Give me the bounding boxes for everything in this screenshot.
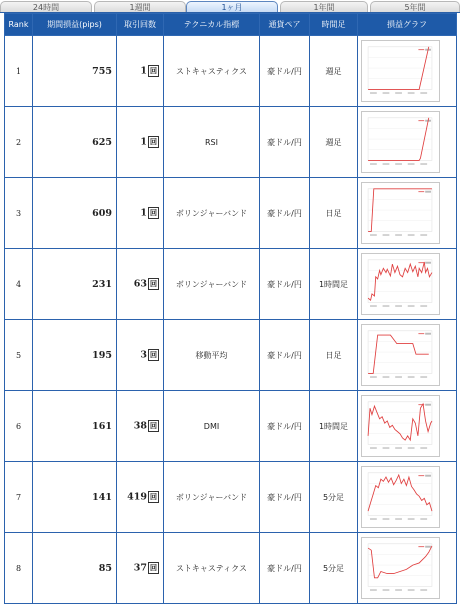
profit-graph[interactable]	[361, 111, 440, 173]
profit-graph[interactable]	[361, 537, 440, 599]
graph-x-tick	[420, 234, 427, 235]
trades-unit: 回	[150, 280, 157, 288]
trades-cell	[117, 249, 164, 320]
trades-count: 3	[140, 349, 147, 361]
graph-x-tick	[383, 447, 390, 448]
timeframe-cell: 日足	[310, 320, 358, 391]
timeframe-cell: 週足	[310, 107, 358, 178]
table-row[interactable]	[5, 36, 457, 107]
trades-count: 37	[133, 562, 147, 574]
trades-cell	[117, 178, 164, 249]
trades-cell	[117, 36, 164, 107]
profit-graph[interactable]	[361, 466, 440, 528]
trades-unit: 回	[150, 67, 157, 75]
graph-x-tick	[420, 305, 427, 306]
graph-line	[368, 404, 432, 440]
trades-unit: 回	[150, 422, 157, 430]
table-row[interactable]	[5, 533, 457, 604]
indicator-cell[interactable]: 移動平均	[164, 320, 260, 391]
graph-x-tick	[408, 447, 415, 448]
pair-cell: 豪ドル/円	[260, 533, 310, 604]
graph-x-tick	[420, 92, 427, 93]
graph-x-tick	[383, 376, 390, 377]
tab-1year[interactable]: 1年間	[280, 1, 368, 12]
pips-cell: 161	[33, 391, 117, 462]
rank-cell: 1	[5, 36, 33, 107]
indicator-cell[interactable]: DMI	[164, 391, 260, 462]
table-row[interactable]	[5, 107, 457, 178]
trades-count: 1	[140, 136, 147, 148]
graph-legend-label	[425, 404, 431, 406]
trades-count: 63	[133, 278, 147, 290]
graph-x-tick	[408, 163, 415, 164]
graph-x-tick	[370, 447, 377, 448]
graph-x-tick	[420, 589, 427, 590]
graph-x-tick	[395, 305, 402, 306]
pair-cell: 豪ドル/円	[260, 320, 310, 391]
indicator-cell[interactable]: ボリンジャーバンド	[164, 178, 260, 249]
graph-x-tick	[420, 518, 427, 519]
graph-x-tick	[370, 589, 377, 590]
col-header-indicator[interactable]: テクニカル指標	[164, 14, 260, 36]
rank-cell: 4	[5, 249, 33, 320]
col-header-timeframe[interactable]: 時間足	[310, 14, 358, 36]
tab-1month[interactable]: 1ヶ月	[186, 1, 278, 12]
timeframe-cell: 5分足	[310, 533, 358, 604]
rank-cell: 3	[5, 178, 33, 249]
pair-cell: 豪ドル/円	[260, 249, 310, 320]
graph-x-tick	[408, 305, 415, 306]
profit-graph[interactable]	[361, 324, 440, 386]
profit-graph[interactable]	[361, 395, 440, 457]
trades-count: 1	[140, 65, 147, 77]
profit-graph[interactable]	[361, 40, 440, 102]
trades-cell	[117, 462, 164, 533]
timeframe-cell: 日足	[310, 178, 358, 249]
pips-cell: 231	[33, 249, 117, 320]
rank-cell: 5	[5, 320, 33, 391]
col-header-rank[interactable]: Rank	[5, 14, 33, 36]
graph-line	[368, 475, 432, 511]
pips-cell: 625	[33, 107, 117, 178]
graph-x-tick	[395, 518, 402, 519]
col-header-pair[interactable]: 通貨ペア	[260, 14, 310, 36]
graph-cell[interactable]	[358, 391, 457, 462]
table-row[interactable]	[5, 391, 457, 462]
graph-x-tick	[420, 447, 427, 448]
trades-count: 1	[140, 207, 147, 219]
graph-legend-label	[425, 262, 431, 264]
graph-x-tick	[420, 163, 427, 164]
graph-cell[interactable]	[358, 320, 457, 391]
graph-x-tick	[395, 92, 402, 93]
rank-cell: 7	[5, 462, 33, 533]
graph-cell[interactable]	[358, 533, 457, 604]
trades-count: 38	[133, 420, 147, 432]
graph-cell[interactable]	[358, 107, 457, 178]
trades-unit: 回	[150, 209, 157, 217]
graph-x-tick	[408, 92, 415, 93]
graph-legend-label	[425, 191, 431, 193]
table-row[interactable]	[5, 249, 457, 320]
col-header-trades[interactable]: 取引回数	[117, 14, 164, 36]
graph-x-tick	[370, 376, 377, 377]
graph-x-tick	[370, 163, 377, 164]
graph-x-tick	[395, 447, 402, 448]
graph-legend-label	[425, 333, 431, 335]
pair-cell: 豪ドル/円	[260, 462, 310, 533]
graph-x-tick	[370, 92, 377, 93]
trades-unit: 回	[150, 351, 157, 359]
graph-x-tick	[408, 376, 415, 377]
indicator-cell[interactable]: ボリンジャーバンド	[164, 249, 260, 320]
graph-cell[interactable]	[358, 462, 457, 533]
pair-cell: 豪ドル/円	[260, 178, 310, 249]
graph-cell[interactable]	[358, 178, 457, 249]
graph-x-tick	[370, 518, 377, 519]
timeframe-cell: 1時間足	[310, 391, 358, 462]
rank-cell: 2	[5, 107, 33, 178]
graph-x-tick	[370, 305, 377, 306]
graph-x-tick	[408, 234, 415, 235]
graph-legend-label	[425, 546, 431, 548]
ranking-table	[4, 13, 457, 604]
graph-x-tick	[420, 376, 427, 377]
graph-legend-label	[425, 475, 431, 477]
graph-x-tick	[395, 376, 402, 377]
rank-cell: 6	[5, 391, 33, 462]
tab-1week[interactable]: 1週間	[94, 1, 186, 12]
graph-x-tick	[383, 589, 390, 590]
trades-count: 419	[127, 491, 147, 503]
indicator-cell[interactable]: ボリンジャーバンド	[164, 462, 260, 533]
trades-cell	[117, 533, 164, 604]
profit-graph[interactable]	[361, 253, 440, 315]
table-row[interactable]	[5, 178, 457, 249]
pair-cell: 豪ドル/円	[260, 36, 310, 107]
trades-unit: 回	[150, 564, 157, 572]
indicator-cell[interactable]: RSI	[164, 107, 260, 178]
indicator-cell[interactable]: ストキャスティクス	[164, 533, 260, 604]
pair-cell: 豪ドル/円	[260, 391, 310, 462]
tab-5year[interactable]: 5年間	[370, 1, 460, 12]
graph-x-tick	[383, 518, 390, 519]
indicator-cell[interactable]: ストキャスティクス	[164, 36, 260, 107]
graph-x-tick	[383, 234, 390, 235]
pair-cell: 豪ドル/円	[260, 107, 310, 178]
graph-line	[368, 546, 432, 578]
trades-unit: 回	[150, 493, 157, 501]
table-header-row	[5, 14, 457, 36]
tab-24h[interactable]: 24時間	[0, 1, 92, 12]
graph-x-tick	[383, 305, 390, 306]
trades-cell	[117, 391, 164, 462]
graph-x-tick	[395, 589, 402, 590]
pips-cell: 85	[33, 533, 117, 604]
graph-x-tick	[383, 92, 390, 93]
trades-cell	[117, 107, 164, 178]
graph-x-tick	[383, 163, 390, 164]
period-tabs	[0, 0, 460, 13]
graph-x-tick	[408, 589, 415, 590]
timeframe-cell: 週足	[310, 36, 358, 107]
timeframe-cell: 5分足	[310, 462, 358, 533]
pips-cell: 609	[33, 178, 117, 249]
pips-cell: 195	[33, 320, 117, 391]
col-header-graph: 損益グラフ	[358, 14, 457, 36]
rank-cell: 8	[5, 533, 33, 604]
table-row[interactable]	[5, 320, 457, 391]
graph-line	[368, 335, 429, 373]
trades-cell	[117, 320, 164, 391]
graph-cell[interactable]	[358, 249, 457, 320]
graph-cell[interactable]	[358, 36, 457, 107]
col-header-pips[interactable]: 期間損益(pips)	[33, 14, 117, 36]
timeframe-cell: 1時間足	[310, 249, 358, 320]
graph-x-tick	[408, 518, 415, 519]
graph-x-tick	[370, 234, 377, 235]
trades-unit: 回	[150, 138, 157, 146]
graph-x-tick	[395, 234, 402, 235]
profit-graph[interactable]	[361, 182, 440, 244]
pips-cell: 755	[33, 36, 117, 107]
pips-cell: 141	[33, 462, 117, 533]
table-row[interactable]	[5, 462, 457, 533]
graph-x-tick	[395, 163, 402, 164]
